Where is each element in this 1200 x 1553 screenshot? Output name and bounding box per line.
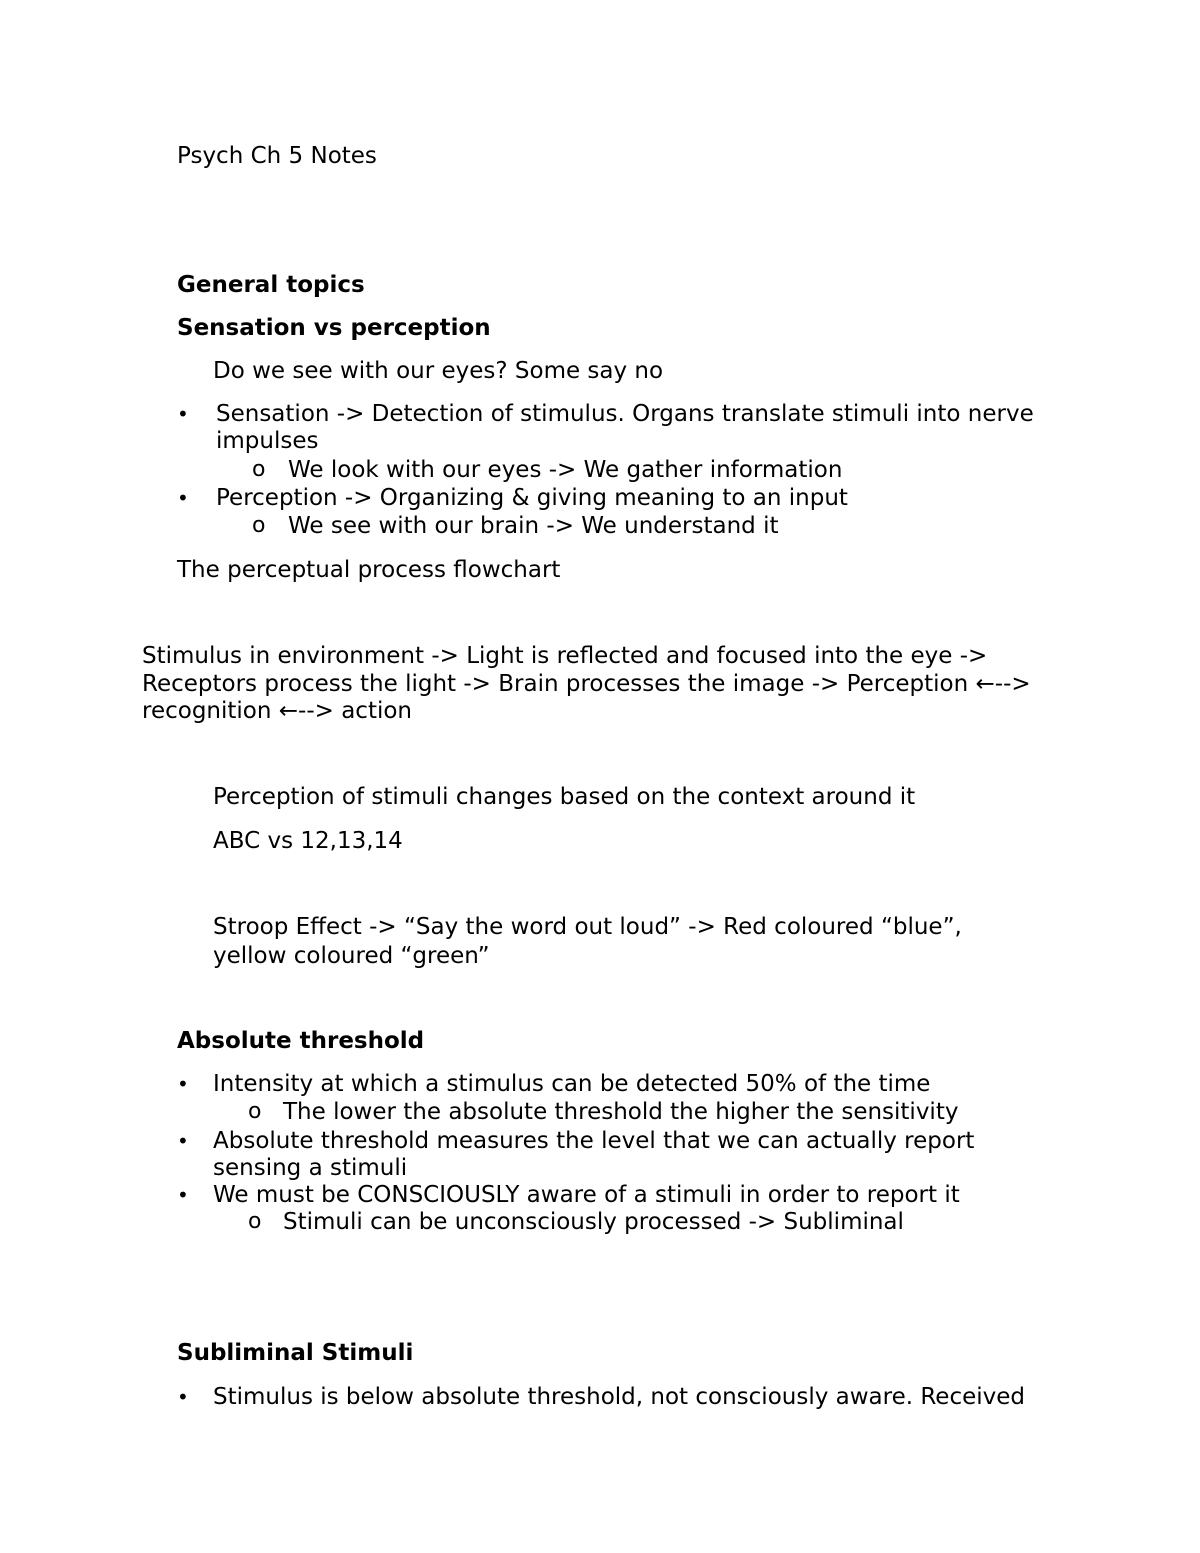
sensation-vs-perception-heading: Sensation vs perception [177, 315, 491, 341]
subliminal-stimuli-heading: Subliminal Stimuli [177, 1340, 414, 1366]
stroop-line2: yellow coloured “green” [213, 943, 490, 969]
perception-bullet: Perception -> Organizing & giving meaning to an input [216, 485, 848, 511]
sensation-subpoint: We look with our eyes -> We gather information [288, 457, 843, 483]
absolute-threshold-heading: Absolute threshold [177, 1028, 425, 1054]
sub-bullet-1: Stimulus is below absolute threshold, not consciously aware. Received [213, 1384, 1026, 1410]
stroop-line1: Stroop Effect -> “Say the word out loud” -> Red coloured “blue”, [213, 914, 962, 940]
bullet-circle-icon: o [252, 513, 266, 538]
bullet-disc-icon: • [177, 486, 189, 510]
context-note: Perception of stimuli changes based on the context around it [213, 784, 916, 810]
sensation-bullet-line1: Sensation -> Detection of stimulus. Organs translate stimuli into nerve [216, 401, 1034, 427]
abc-example: ABC vs 12,13,14 [213, 828, 403, 854]
abs-subpoint-1: The lower the absolute threshold the higher the sensitivity [283, 1099, 959, 1125]
abs-subpoint-3: Stimuli can be unconsciously processed -> Subliminal [283, 1209, 904, 1235]
abs-bullet-3: We must be CONSCIOUSLY aware of a stimuli in order to report it [213, 1182, 960, 1208]
perception-subpoint: We see with our brain -> We understand it [288, 513, 779, 539]
document-title: Psych Ch 5 Notes [177, 143, 377, 169]
bullet-circle-icon: o [248, 1099, 262, 1124]
flowchart-line2: Receptors process the light -> Brain processes the image -> Perception ←--> [142, 671, 1031, 697]
flowchart-title: The perceptual process flowchart [177, 557, 561, 583]
general-topics-heading: General topics [177, 272, 365, 298]
abs-bullet-2-line1: Absolute threshold measures the level that we can actually report [213, 1128, 975, 1154]
bullet-disc-icon: • [177, 1129, 189, 1153]
bullet-disc-icon: • [177, 402, 189, 426]
abs-bullet-2-line2: sensing a stimuli [213, 1155, 408, 1181]
flowchart-line3: recognition ←--> action [142, 698, 413, 724]
flowchart-line1: Stimulus in environment -> Light is reflected and focused into the eye -> [142, 643, 988, 669]
abs-bullet-1: Intensity at which a stimulus can be detected 50% of the time [213, 1071, 931, 1097]
bullet-disc-icon: • [177, 1385, 189, 1409]
bullet-disc-icon: • [177, 1183, 189, 1207]
bullet-disc-icon: • [177, 1072, 189, 1096]
intro-question: Do we see with our eyes? Some say no [213, 358, 664, 384]
sensation-bullet-line2: impulses [216, 428, 319, 454]
bullet-circle-icon: o [252, 457, 266, 482]
bullet-circle-icon: o [248, 1209, 262, 1234]
